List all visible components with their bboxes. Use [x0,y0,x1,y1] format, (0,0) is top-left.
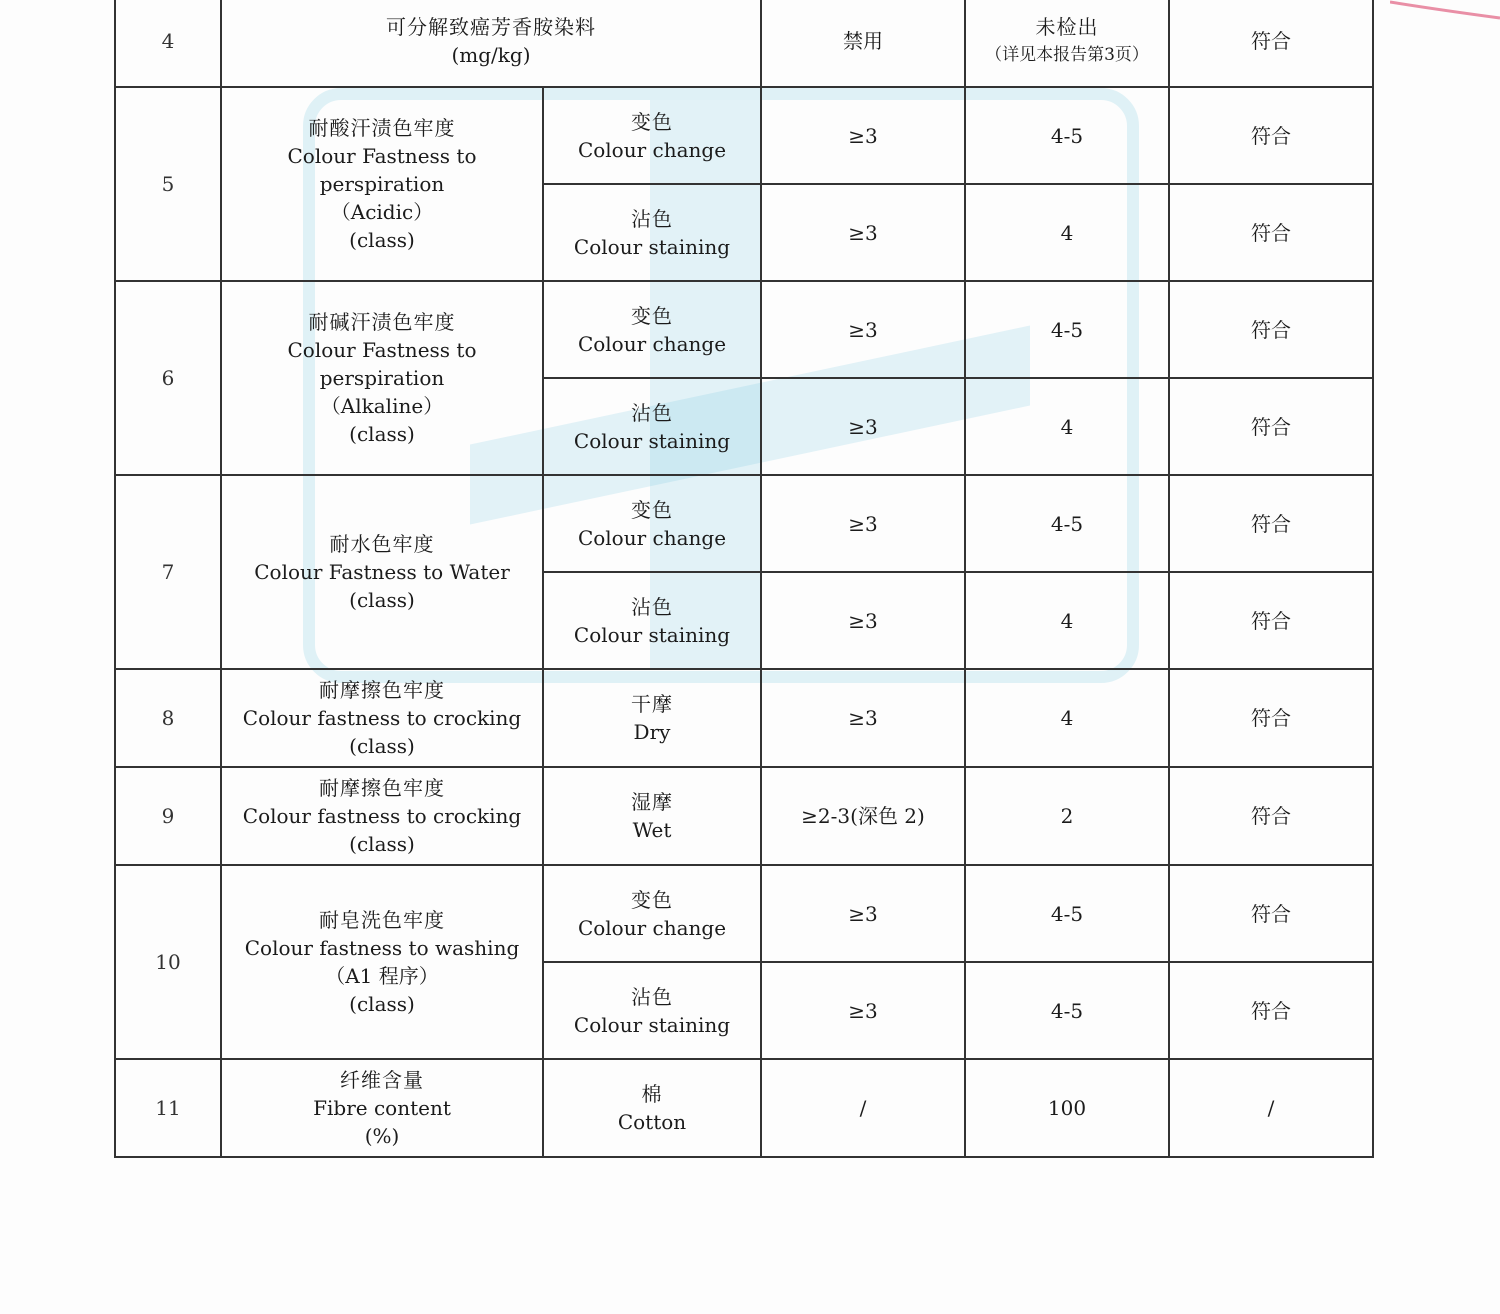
item-name-cn: 耐皂洗色牢度 [319,908,445,932]
requirement-cell: ≥3 [761,475,965,572]
sub-item-en: Cotton [617,1110,687,1134]
sub-item-en: Wet [632,818,672,842]
requirement-cell: ≥3 [761,865,965,962]
table-row [115,281,1373,378]
row-number: 4 [115,0,221,87]
table-row [115,475,1373,572]
sub-item-cn: 沾色 [631,400,673,425]
result-cell [965,0,1169,87]
item-condition: （A1 程序） [325,964,439,988]
verdict-cell: 符合 [1169,669,1373,767]
sub-item-cn: 变色 [631,887,673,912]
sub-item [543,669,761,767]
verdict-cell: 符合 [1169,87,1373,184]
sub-item-en: Dry [633,720,671,744]
verdict-cell: 符合 [1169,281,1373,378]
table-row [115,865,1373,962]
item-condition: （Acidic） [330,200,434,224]
sub-item [543,378,761,475]
sub-item-cn: 沾色 [631,984,673,1009]
test-results-table [114,0,1374,1158]
item-name-en: Colour Fastness to Water [254,560,510,584]
sub-item [543,572,761,669]
test-item [221,1059,543,1157]
result-cell: 4 [965,572,1169,669]
table-row [115,669,1373,767]
row-number: 7 [115,475,221,669]
sub-item-cn: 变色 [631,303,673,328]
sub-item-cn: 干摩 [631,692,673,716]
sub-item-en: Colour staining [573,428,731,453]
sub-item-en: Colour change [577,137,727,162]
sub-item-en: Colour change [577,331,727,356]
result-cell: 4-5 [965,962,1169,1059]
item-name-cn: 纤维含量 [340,1068,424,1092]
result-cell: 2 [965,767,1169,865]
verdict-cell: / [1169,1059,1373,1157]
table-row [115,767,1373,865]
item-name-en: Colour Fastness to perspiration [287,144,477,196]
sub-item [543,767,761,865]
item-name-cn: 耐摩擦色牢度 [319,678,445,702]
sub-item-en: Colour staining [573,234,731,259]
sub-item [543,281,761,378]
item-unit: (class) [349,588,415,612]
verdict-cell: 符合 [1169,767,1373,865]
requirement-cell: ≥3 [761,378,965,475]
row-number: 11 [115,1059,221,1157]
requirement-cell: ≥3 [761,572,965,669]
item-name-cn: 耐摩擦色牢度 [319,776,445,800]
result-cell: 4-5 [965,87,1169,184]
result-note: （详见本报告第3页） [985,45,1149,65]
verdict-cell: 符合 [1169,865,1373,962]
item-unit: (class) [349,734,415,758]
verdict-cell: 符合 [1169,572,1373,669]
item-name-cn: 耐水色牢度 [329,532,435,556]
sub-item-cn: 湿摩 [631,790,673,814]
requirement-cell: ≥3 [761,962,965,1059]
requirement-cell: ≥2-3(深色 2) [761,767,965,865]
result-cell: 4 [965,378,1169,475]
verdict-cell: 符合 [1169,962,1373,1059]
sub-item-en: Colour staining [573,1012,731,1037]
item-unit: (class) [349,228,415,252]
sub-item-en: Colour change [577,525,727,550]
test-item [221,669,543,767]
item-condition: （Alkaline） [320,394,444,418]
verdict-cell: 符合 [1169,184,1373,281]
result-cell: 4-5 [965,281,1169,378]
sub-item [543,962,761,1059]
row-number: 6 [115,281,221,475]
test-item [221,475,543,669]
item-name-en: Colour fastness to crocking [242,804,522,828]
sub-item-cn: 沾色 [631,206,673,231]
verdict-cell: 符合 [1169,0,1373,87]
stamp-edge-mark [1390,0,1500,20]
requirement-cell: 禁用 [761,0,965,87]
test-item [221,0,761,87]
requirement-cell: ≥3 [761,87,965,184]
test-item [221,767,543,865]
test-item [221,281,543,475]
sub-item-en: Colour change [577,915,727,940]
sub-item-cn: 沾色 [631,594,673,619]
item-name-en: Fibre content [313,1096,451,1120]
item-unit: (class) [349,832,415,856]
verdict-cell: 符合 [1169,378,1373,475]
requirement-cell: / [761,1059,965,1157]
item-unit: (%) [364,1124,400,1148]
sub-item [543,475,761,572]
item-name-cn: 耐酸汗渍色牢度 [308,116,456,140]
result-cell: 4 [965,669,1169,767]
table-row [115,87,1373,184]
item-unit: (mg/kg) [451,43,531,67]
sub-item-cn: 变色 [631,497,673,522]
item-unit: (class) [349,992,415,1016]
item-name-cn: 可分解致癌芳香胺染料 [386,15,596,39]
requirement-cell: ≥3 [761,281,965,378]
sub-item [543,184,761,281]
row-number: 5 [115,87,221,281]
test-item [221,87,543,281]
result-cell: 4-5 [965,475,1169,572]
sub-item [543,1059,761,1157]
sub-item-cn: 变色 [631,109,673,134]
table-row [115,0,1373,87]
item-name-cn: 耐碱汗渍色牢度 [308,310,456,334]
test-item [221,865,543,1059]
sub-item-en: Colour staining [573,622,731,647]
verdict-cell: 符合 [1169,475,1373,572]
sub-item-cn: 棉 [641,1082,663,1106]
row-number: 10 [115,865,221,1059]
requirement-cell: ≥3 [761,669,965,767]
item-name-en: Colour fastness to crocking [242,706,522,730]
row-number: 9 [115,767,221,865]
row-number: 8 [115,669,221,767]
result-cell: 4-5 [965,865,1169,962]
table-row [115,1059,1373,1157]
item-name-en: Colour Fastness to perspiration [287,338,477,390]
item-unit: (class) [349,422,415,446]
result-text: 未检出 [1035,15,1099,39]
sub-item [543,865,761,962]
result-cell: 100 [965,1059,1169,1157]
result-cell: 4 [965,184,1169,281]
item-name-en: Colour fastness to washing [244,936,520,960]
requirement-cell: ≥3 [761,184,965,281]
sub-item [543,87,761,184]
